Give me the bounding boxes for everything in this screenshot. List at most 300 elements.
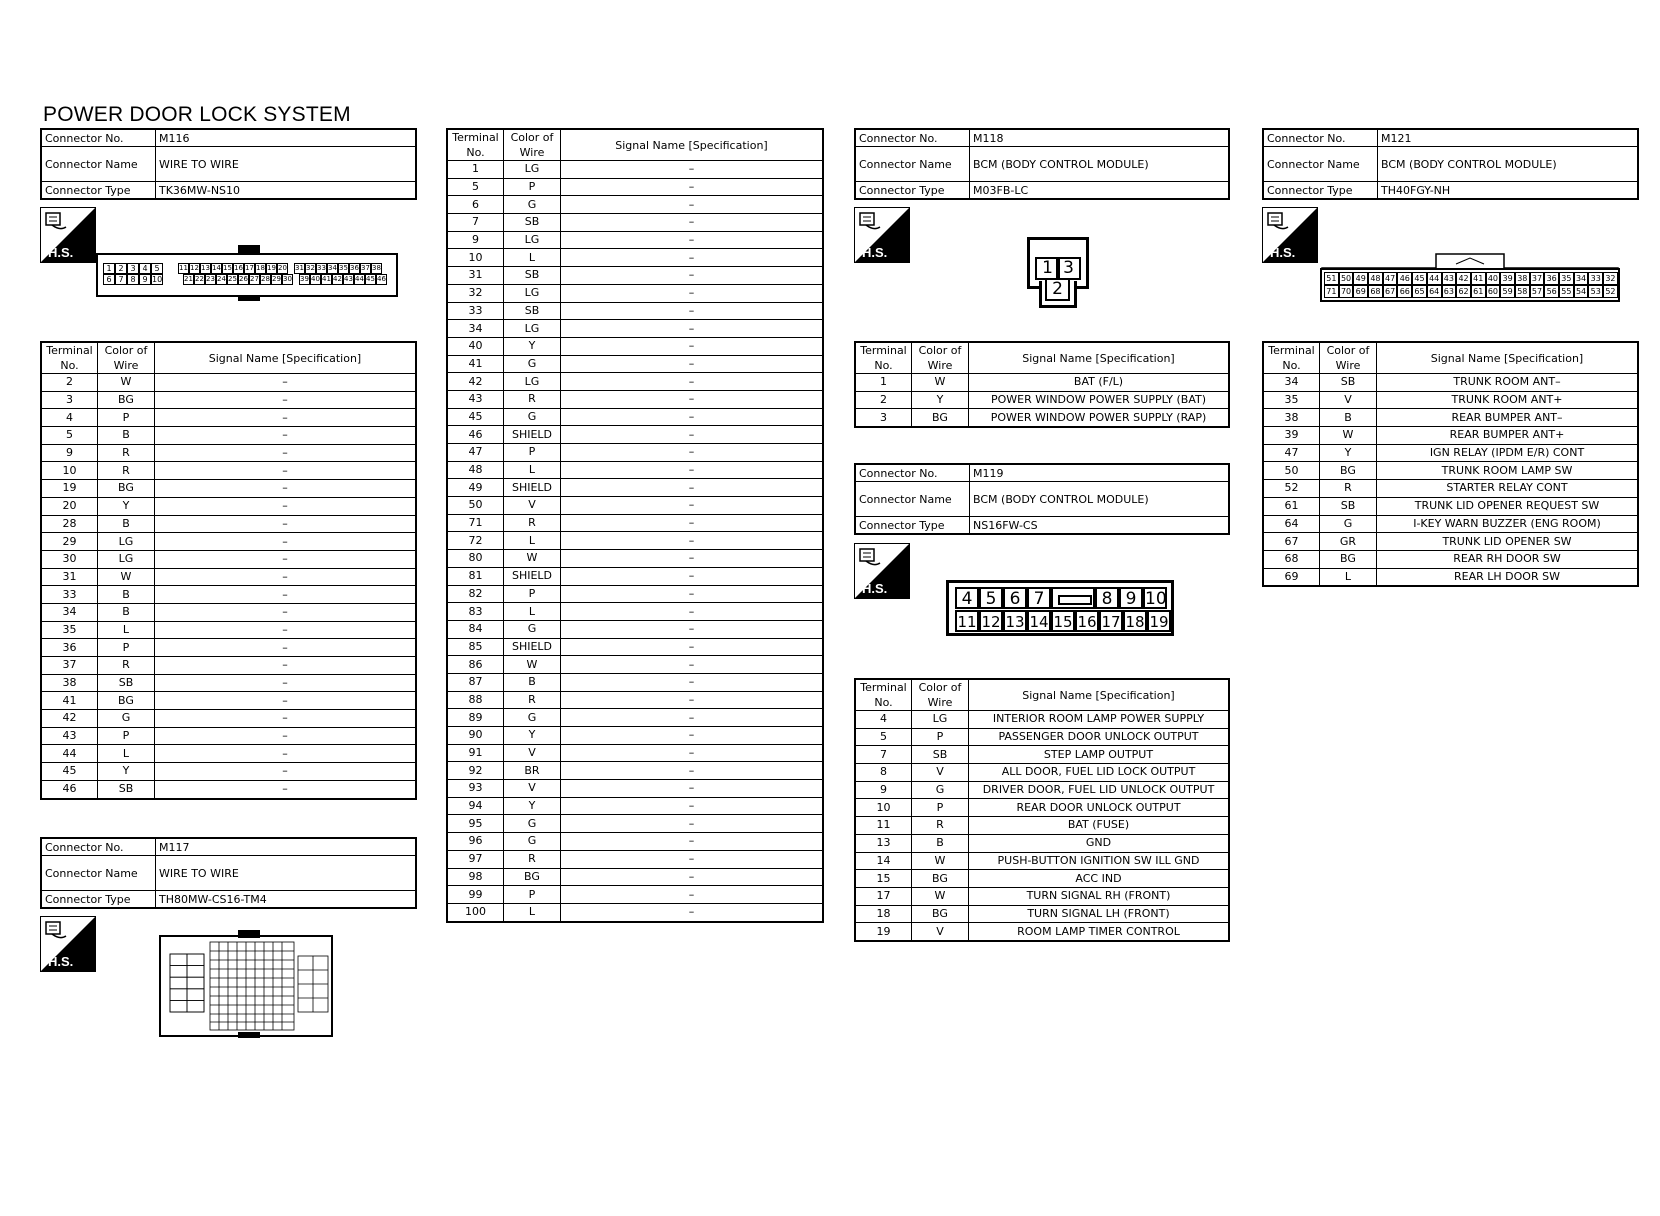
m116-connector-no: M116 (156, 129, 417, 147)
signal-name-cell: – (561, 709, 824, 727)
terminal-cell: 34 (447, 320, 504, 338)
terminal-cell: 35 (1263, 391, 1320, 409)
table-row (41, 780, 416, 798)
m117-terminal-table (446, 128, 824, 923)
header-color: Color of Wire (912, 342, 969, 374)
wire-color-cell: BG (1320, 462, 1377, 480)
signal-name-cell: TRUNK LID OPENER SW (1377, 533, 1639, 551)
pin: 13 (201, 264, 210, 272)
pin: 3 (1056, 257, 1081, 280)
pin: 70 (1339, 285, 1354, 298)
wire-color-cell: Y (912, 391, 969, 409)
wire-color-cell: L (504, 903, 561, 921)
pin: 11 (179, 264, 188, 272)
wire-color-cell: L (98, 745, 155, 763)
signal-name-cell: – (561, 815, 824, 833)
table-row (447, 833, 823, 851)
label-connector-type: Connector Type (1263, 182, 1378, 200)
wire-color-cell: BG (912, 905, 969, 923)
terminal-cell: 81 (447, 567, 504, 585)
table-row (447, 762, 823, 780)
terminal-cell: 72 (447, 532, 504, 550)
signal-name-cell: – (561, 284, 824, 302)
table-row (447, 585, 823, 603)
signal-name-cell: – (155, 515, 417, 533)
pin: 12 (979, 610, 1003, 632)
wire-color-cell: Y (98, 763, 155, 781)
label-connector-no: Connector No. (41, 838, 156, 856)
signal-name-cell: TURN SIGNAL RH (FRONT) (969, 887, 1230, 905)
terminal-cell: 40 (447, 337, 504, 355)
pin: 65 (1412, 285, 1427, 298)
table-row (447, 797, 823, 815)
pin: 4 (955, 587, 979, 609)
table-row (447, 373, 823, 391)
pin: 15 (223, 264, 232, 272)
signal-name-cell: – (561, 479, 824, 497)
signal-name-cell: BAT (F/L) (969, 374, 1230, 392)
terminal-cell: 85 (447, 638, 504, 656)
signal-name-cell: – (155, 391, 417, 409)
pin: 37 (1530, 272, 1545, 285)
table-row (447, 408, 823, 426)
table-row (447, 320, 823, 338)
terminal-cell: 3 (855, 409, 912, 427)
terminal-cell: 38 (1263, 409, 1320, 427)
pin: 52 (1603, 285, 1618, 298)
pin: 58 (1515, 285, 1530, 298)
pin: 12 (190, 264, 199, 272)
table-row (41, 427, 416, 445)
pin: 43 (1442, 272, 1457, 285)
pin: 62 (1456, 285, 1471, 298)
pin: 35 (339, 264, 348, 272)
pin: 6 (1003, 587, 1027, 609)
wire-color-cell: G (504, 709, 561, 727)
terminal-cell: 42 (41, 710, 98, 728)
terminal-cell: 4 (41, 409, 98, 427)
wire-color-cell: W (912, 374, 969, 392)
terminal-cell: 36 (41, 639, 98, 657)
header-signal: Signal Name [Specification] (155, 342, 417, 374)
table-row (41, 409, 416, 427)
terminal-cell: 67 (1263, 533, 1320, 551)
terminal-cell: 32 (447, 284, 504, 302)
signal-name-cell: – (561, 833, 824, 851)
terminal-cell: 93 (447, 780, 504, 798)
table-row (447, 514, 823, 532)
header-signal: Signal Name [Specification] (1377, 342, 1639, 374)
signal-name-cell: – (561, 797, 824, 815)
terminal-cell: 1 (447, 161, 504, 179)
terminal-cell: 41 (447, 355, 504, 373)
table-row (1263, 550, 1638, 568)
wire-color-cell: R (98, 444, 155, 462)
pin: 1 (103, 263, 115, 274)
pin: 22 (195, 275, 204, 283)
terminal-cell: 43 (41, 727, 98, 745)
pin: 34 (1574, 272, 1589, 285)
terminal-cell: 18 (855, 905, 912, 923)
wire-color-cell: SB (1320, 374, 1377, 392)
pin: 51 (1324, 272, 1339, 285)
m116-terminal-table (40, 341, 417, 800)
header-color: Color of Wire (912, 679, 969, 711)
signal-name-cell: ACC IND (969, 870, 1230, 888)
table-row (1263, 391, 1638, 409)
terminal-cell: 46 (447, 426, 504, 444)
signal-name-cell: – (155, 374, 417, 392)
terminal-cell: 35 (41, 621, 98, 639)
wire-color-cell: SB (504, 214, 561, 232)
m119-info-table (854, 463, 1230, 535)
pin: 36 (350, 264, 359, 272)
table-row (447, 284, 823, 302)
table-row (855, 923, 1229, 941)
signal-name-cell: – (561, 550, 824, 568)
signal-name-cell: REAR DOOR UNLOCK OUTPUT (969, 799, 1230, 817)
table-row (41, 444, 416, 462)
hs-label: H.S. (862, 581, 888, 596)
m121-connector-type: TH40FGY-NH (1378, 182, 1639, 200)
table-row (41, 515, 416, 533)
terminal-cell: 48 (447, 461, 504, 479)
m117-connector-face (158, 928, 334, 1040)
pin: 9 (1119, 587, 1143, 609)
wire-color-cell: B (98, 603, 155, 621)
wire-color-cell: BG (912, 870, 969, 888)
terminal-cell: 11 (855, 817, 912, 835)
terminal-cell: 42 (447, 373, 504, 391)
terminal-cell: 47 (1263, 444, 1320, 462)
signal-name-cell: – (561, 603, 824, 621)
pin: 66 (1397, 285, 1412, 298)
signal-name-cell: – (561, 461, 824, 479)
pin: 15 (1051, 610, 1075, 632)
signal-name-cell: – (561, 727, 824, 745)
pin: 27 (250, 275, 259, 283)
terminal-cell: 84 (447, 620, 504, 638)
terminal-cell: 82 (447, 585, 504, 603)
terminal-cell: 52 (1263, 480, 1320, 498)
header-terminal: Terminal No. (41, 342, 98, 374)
table-row (447, 497, 823, 515)
table-row (1263, 480, 1638, 498)
wire-color-cell: Y (504, 337, 561, 355)
wire-color-cell: LG (912, 711, 969, 729)
wire-color-cell: G (912, 781, 969, 799)
pin: 29 (272, 275, 281, 283)
header-terminal: Terminal No. (855, 342, 912, 374)
signal-name-cell: STEP LAMP OUTPUT (969, 746, 1230, 764)
pin: 3 (127, 263, 139, 274)
terminal-cell: 19 (41, 480, 98, 498)
pin: 17 (245, 264, 254, 272)
pin: 45 (366, 275, 375, 283)
table-row (447, 249, 823, 267)
table-row (447, 727, 823, 745)
table-row (41, 745, 416, 763)
pin: 10 (152, 275, 163, 284)
hs-icon (40, 916, 96, 972)
header-terminal: Terminal No. (1263, 342, 1320, 374)
wire-color-cell: BG (504, 868, 561, 886)
signal-name-cell: – (561, 355, 824, 373)
signal-name-cell: REAR LH DOOR SW (1377, 568, 1639, 586)
signal-name-cell: – (561, 780, 824, 798)
wire-color-cell: BG (1320, 550, 1377, 568)
terminal-cell: 99 (447, 886, 504, 904)
signal-name-cell: – (155, 409, 417, 427)
pin: 54 (1574, 285, 1589, 298)
pin: 8 (1095, 587, 1119, 609)
signal-name-cell: TRUNK ROOM ANT+ (1377, 391, 1639, 409)
table-row (855, 391, 1229, 409)
wire-color-cell: V (504, 497, 561, 515)
terminal-cell: 71 (447, 514, 504, 532)
terminal-cell: 97 (447, 850, 504, 868)
signal-name-cell: – (155, 550, 417, 568)
terminal-cell: 46 (41, 780, 98, 798)
signal-name-cell: – (155, 710, 417, 728)
pin: 2 (115, 263, 127, 274)
signal-name-cell: – (155, 586, 417, 604)
terminal-cell: 88 (447, 691, 504, 709)
table-row (447, 673, 823, 691)
pin: 33 (317, 264, 326, 272)
wire-color-cell: SB (504, 302, 561, 320)
wire-color-cell: BG (912, 409, 969, 427)
wire-color-cell: P (504, 444, 561, 462)
table-row (447, 479, 823, 497)
table-row (41, 657, 416, 675)
m116-pins-row1 (103, 263, 163, 274)
table-row (447, 903, 823, 921)
pin: 21 (184, 275, 193, 283)
signal-name-cell: – (561, 302, 824, 320)
table-row (447, 744, 823, 762)
terminal-cell: 41 (41, 692, 98, 710)
signal-name-cell: – (155, 692, 417, 710)
table-row (855, 746, 1229, 764)
terminal-cell: 91 (447, 744, 504, 762)
table-row (447, 214, 823, 232)
wire-color-cell: B (1320, 409, 1377, 427)
signal-name-cell: – (561, 903, 824, 921)
signal-name-cell: – (561, 532, 824, 550)
signal-name-cell: – (561, 585, 824, 603)
table-row (1263, 533, 1638, 551)
table-row (855, 764, 1229, 782)
terminal-cell: 69 (1263, 568, 1320, 586)
label-connector-name: Connector Name (41, 147, 156, 182)
pin: 1 (1035, 257, 1060, 280)
pin: 45 (1412, 272, 1427, 285)
terminal-cell: 10 (447, 249, 504, 267)
m117-connector-name: WIRE TO WIRE (156, 856, 417, 891)
signal-name-cell: – (561, 886, 824, 904)
signal-name-cell: – (155, 480, 417, 498)
signal-name-cell: TRUNK ROOM LAMP SW (1377, 462, 1639, 480)
wire-color-cell: BR (504, 762, 561, 780)
table-row (41, 550, 416, 568)
wire-color-cell: B (98, 586, 155, 604)
signal-name-cell: – (155, 444, 417, 462)
terminal-cell: 87 (447, 673, 504, 691)
signal-name-cell: TRUNK ROOM ANT– (1377, 374, 1639, 392)
pin: 34 (328, 264, 337, 272)
table-row (1263, 374, 1638, 392)
signal-name-cell: – (155, 780, 417, 798)
pin: 4 (139, 263, 151, 274)
signal-name-cell: – (155, 621, 417, 639)
terminal-cell: 5 (447, 178, 504, 196)
pin: 44 (1427, 272, 1442, 285)
m121-connector-face (1320, 252, 1620, 302)
signal-name-cell: – (155, 639, 417, 657)
signal-name-cell: INTERIOR ROOM LAMP POWER SUPPLY (969, 711, 1230, 729)
m118-connector-face (1027, 237, 1087, 309)
signal-name-cell: TRUNK LID OPENER REQUEST SW (1377, 497, 1639, 515)
pin: 41 (322, 275, 331, 283)
table-row (447, 337, 823, 355)
pin: 42 (333, 275, 342, 283)
pin: 33 (1588, 272, 1603, 285)
table-row (447, 815, 823, 833)
terminal-cell: 7 (855, 746, 912, 764)
pin: 31 (295, 264, 304, 272)
signal-name-cell: – (155, 657, 417, 675)
m119-connector-type: NS16FW-CS (970, 517, 1230, 535)
signal-name-cell: – (155, 763, 417, 781)
wire-color-cell: SB (98, 780, 155, 798)
signal-name-cell: – (561, 196, 824, 214)
table-row (447, 390, 823, 408)
wire-color-cell: V (1320, 391, 1377, 409)
wire-color-cell: V (912, 764, 969, 782)
label-connector-no: Connector No. (1263, 129, 1378, 147)
wire-color-cell: P (504, 585, 561, 603)
pin: 43 (344, 275, 353, 283)
terminal-cell: 50 (447, 497, 504, 515)
signal-name-cell: REAR BUMPER ANT– (1377, 409, 1639, 427)
signal-name-cell: ALL DOOR, FUEL LID LOCK OUTPUT (969, 764, 1230, 782)
terminal-cell: 98 (447, 868, 504, 886)
table-row (41, 603, 416, 621)
wire-color-cell: W (912, 887, 969, 905)
hs-label: H.S. (48, 245, 74, 260)
wire-color-cell: W (504, 550, 561, 568)
pin: 16 (1075, 610, 1099, 632)
pin: 2 (1045, 278, 1070, 301)
pin: 46 (377, 275, 386, 283)
m118-connector-name: BCM (BODY CONTROL MODULE) (970, 147, 1230, 182)
terminal-cell: 45 (447, 408, 504, 426)
pin: 40 (311, 275, 320, 283)
pin: 35 (1559, 272, 1574, 285)
pin: 49 (1353, 272, 1368, 285)
terminal-cell: 100 (447, 903, 504, 921)
pin: 39 (300, 275, 309, 283)
m119-connector-face (946, 580, 1174, 636)
m116-info-table (40, 128, 417, 200)
table-row (855, 728, 1229, 746)
table-row (1263, 409, 1638, 427)
wire-color-cell: W (1320, 427, 1377, 445)
signal-name-cell: – (561, 178, 824, 196)
terminal-cell: 4 (855, 711, 912, 729)
pin: 9 (139, 274, 151, 285)
pin: 18 (256, 264, 265, 272)
pin: 61 (1471, 285, 1486, 298)
signal-name-cell: IGN RELAY (IPDM E/R) CONT (1377, 444, 1639, 462)
wire-color-cell: V (504, 780, 561, 798)
terminal-cell: 96 (447, 833, 504, 851)
wire-color-cell: BG (98, 391, 155, 409)
wire-color-cell: G (98, 710, 155, 728)
pin: 63 (1442, 285, 1457, 298)
terminal-cell: 86 (447, 656, 504, 674)
m116-connector-name: WIRE TO WIRE (156, 147, 417, 182)
header-terminal: Terminal No. (855, 679, 912, 711)
signal-name-cell: – (561, 673, 824, 691)
header-signal: Signal Name [Specification] (561, 129, 824, 161)
table-row (41, 568, 416, 586)
terminal-cell: 34 (1263, 374, 1320, 392)
pin: 10 (1145, 589, 1167, 609)
pin: 64 (1427, 285, 1442, 298)
m119-connector-name: BCM (BODY CONTROL MODULE) (970, 482, 1230, 517)
table-row (447, 567, 823, 585)
pin: 26 (239, 275, 248, 283)
pin: 55 (1559, 285, 1574, 298)
terminal-cell: 68 (1263, 550, 1320, 568)
pin: 68 (1368, 285, 1383, 298)
wire-color-cell: G (504, 620, 561, 638)
table-row (41, 621, 416, 639)
terminal-cell: 1 (855, 374, 912, 392)
m121-connector-no: M121 (1378, 129, 1639, 147)
pin: 5 (151, 263, 163, 274)
pin: 8 (127, 274, 139, 285)
signal-name-cell: – (561, 850, 824, 868)
table-row (41, 497, 416, 515)
wire-color-cell: SHIELD (504, 479, 561, 497)
terminal-cell: 94 (447, 797, 504, 815)
m118-info-table (854, 128, 1230, 200)
terminal-cell: 8 (855, 764, 912, 782)
table-row (41, 710, 416, 728)
label-connector-type: Connector Type (41, 182, 156, 200)
terminal-cell: 29 (41, 533, 98, 551)
pin: 7 (1027, 587, 1051, 609)
signal-name-cell: – (561, 373, 824, 391)
signal-name-cell: – (561, 744, 824, 762)
terminal-cell: 10 (855, 799, 912, 817)
label-connector-name: Connector Name (855, 147, 970, 182)
table-row (447, 231, 823, 249)
signal-name-cell: – (561, 249, 824, 267)
wire-color-cell: G (504, 355, 561, 373)
pin: 14 (1027, 610, 1051, 632)
wire-color-cell: BG (98, 692, 155, 710)
terminal-cell: 17 (855, 887, 912, 905)
terminal-cell: 43 (447, 390, 504, 408)
header-terminal: Terminal No. (447, 129, 504, 161)
table-row (855, 870, 1229, 888)
signal-name-cell: – (561, 656, 824, 674)
table-row (447, 620, 823, 638)
